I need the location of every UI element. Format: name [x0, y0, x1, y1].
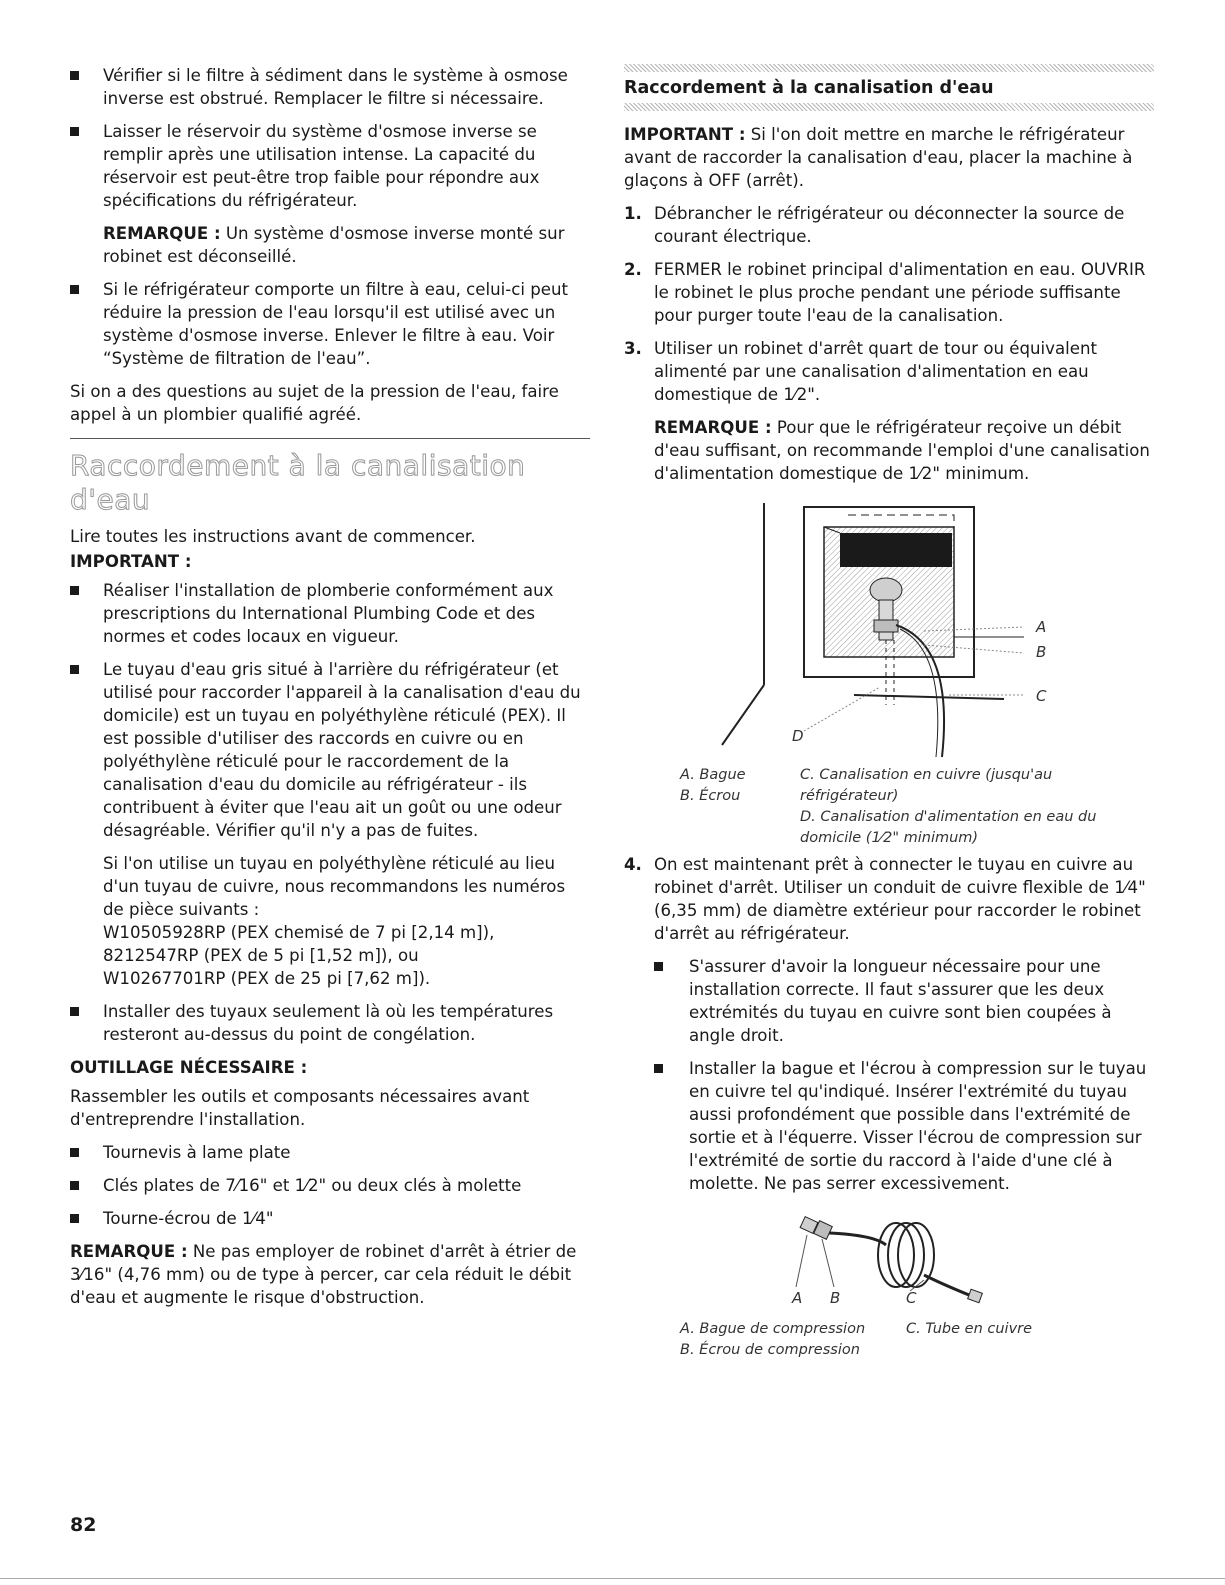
shutoff-valve-illustration [624, 495, 1154, 765]
page-number: 82 [70, 1514, 97, 1536]
caption-d: D. Canalisation d'alimentation en eau du domicile (1⁄2" minimum) [800, 809, 1097, 846]
caption-b: B. Écrou [680, 788, 741, 804]
note-saddle-valve [70, 1240, 590, 1309]
step-number: 1. [624, 204, 642, 223]
caption-a: A. Bague [680, 767, 746, 783]
important-note [624, 123, 1154, 192]
tool-item: Tourne-écrou de 1⁄4" [70, 1207, 590, 1230]
bullet-pex-tube: Le tuyau d'eau gris situé à l'arrière du réfrigérateur (et utilisé pour raccorder l'appareil à la canalisation d'eau du domicile) est un tuyau en polyéthylène réticulé (PEX). Il est possible d'utiliser des raccords en cuivre ou en polyéthylène réticulé pour le raccordement de la canalisation d'eau du domicile au réfrigérateur - ils contribuent à éviter que l'eau ait un goût ou une odeur désagréable. Vérifier qu'il n'y a pas de fuites. [70, 658, 590, 842]
bullet-sediment-filter: Vérifier si le filtre à sédiment dans le système à osmose inverse est obstrué. Remplacer le filtre si nécessaire. [70, 64, 590, 110]
note-label: REMARQUE : [654, 418, 772, 437]
step-number: 3. [624, 339, 642, 358]
caption-b: B. Écrou de compression [680, 1342, 860, 1358]
caption-c: C. Tube en cuivre [906, 1321, 1033, 1337]
bullet-water-filter: Si le réfrigérateur comporte un filtre à eau, celui-ci peut réduire la pression de l'eau lorsqu'il est utilisé avec un système d'osmose inverse. Enlever le filtre à eau. Voir “Système de filtration de l'eau”. [70, 278, 590, 370]
tool-item: Tournevis à lame plate [70, 1141, 590, 1164]
shutoff-valve-caption [624, 765, 1154, 853]
step-text: FERMER le robinet principal d'alimentation en eau. OUVRIR le robinet le plus proche pendant une période suffisante pour purger toute l'eau de la canalisation. [654, 260, 1146, 325]
compression-fitting-caption [624, 1319, 1154, 1365]
label-d: D [792, 727, 804, 745]
note-label: REMARQUE : [70, 1242, 188, 1261]
label-c: C [906, 1289, 917, 1305]
step-text: Débrancher le réfrigérateur ou déconnecter la source de courant électrique. [654, 204, 1125, 246]
label-b: B [830, 1289, 841, 1305]
bullet-plumbing-code: Réaliser l'installation de plomberie conformément aux prescriptions du International Plumbing Code et des normes et codes locaux en vigueur. [70, 579, 590, 648]
section-divider [70, 438, 590, 439]
note-text: Un système d'osmose inverse monté sur robinet est déconseillé. [103, 224, 565, 266]
step-text: On est maintenant prêt à connecter le tuyau en cuivre au robinet d'arrêt. Utiliser un conduit de cuivre flexible de 1⁄4" (6,35 mm) de diamètre extérieur pour raccorder le robinet d'arrêt au réfrigérateur. [654, 855, 1146, 943]
pressure-paragraph: Si on a des questions au sujet de la pression de l'eau, faire appel à un plombier qualifié agréé. [70, 382, 559, 424]
hatch-bar-bottom [624, 103, 1154, 111]
left-column [70, 64, 590, 1319]
page-bottom-rule [0, 1578, 1225, 1579]
section-title: Raccordement à la canalisation d'eau [624, 78, 994, 98]
pex-intro: Si l'on utilise un tuyau en polyéthylène réticulé au lieu d'un tuyau de cuivre, nous recommandons les numéros de pièce suivants : [103, 854, 566, 919]
note-faucet-ro [70, 222, 590, 268]
pex-part: 8212547RP (PEX de 5 pi [1,52 m]), ou [103, 946, 419, 965]
important-text: Si l'on doit mettre en marche le réfrigérateur avant de raccorder la canalisation d'eau, placer la machine à glaçons à OFF (arrêt). [624, 125, 1133, 190]
tools-intro: Rassembler les outils et composants nécessaires avant d'entreprendre l'installation. [70, 1087, 530, 1129]
label-a: A [1036, 618, 1047, 636]
label-c: C [1036, 687, 1047, 705]
step-4 [624, 853, 1154, 945]
step4-bullet-length: S'assurer d'avoir la longueur nécessaire pour une installation correcte. Il faut s'assurer que les deux extrémités du tuyau en cuivre sont bien coupées à angle droit. [624, 955, 1154, 1047]
step-2 [624, 258, 1154, 327]
tools-heading: OUTILLAGE NÉCESSAIRE : [70, 1058, 308, 1077]
step-text: Utiliser un robinet d'arrêt quart de tour ou équivalent alimenté par une canalisation d'alimentation en eau domestique de 1⁄2". [654, 339, 1097, 404]
tool-item: Clés plates de 7⁄16" et 1⁄2" ou deux clés à molette [70, 1174, 590, 1197]
caption-c: C. Canalisation en cuivre (jusqu'au réfrigérateur) [800, 767, 1053, 804]
step-number: 2. [624, 260, 642, 279]
note-label: REMARQUE : [103, 224, 221, 243]
note-text: Pour que le réfrigérateur reçoive un débit d'eau suffisant, on recommande l'emploi d'une canalisation d'alimentation domestique de 1⁄2" minimum. [654, 418, 1150, 483]
important-heading: IMPORTANT : [70, 552, 192, 571]
caption-a: A. Bague de compression [680, 1321, 866, 1337]
step-number: 4. [624, 855, 642, 874]
label-a: A [792, 1289, 803, 1305]
pex-parts-block [70, 852, 590, 990]
note-text: Ne pas employer de robinet d'arrêt à étrier de 3⁄16" (4,76 mm) ou de type à percer, car cela réduit le débit d'eau et augmente le risque d'obstruction. [70, 1242, 577, 1307]
hatch-bar-top [624, 64, 1154, 72]
pex-part: W10505928RP (PEX chemisé de 7 pi [2,14 m]), [103, 923, 495, 942]
important-label: IMPORTANT : [624, 125, 746, 144]
read-all-instructions: Lire toutes les instructions avant de commencer. [70, 527, 476, 546]
shutoff-valve-figure [624, 495, 1154, 765]
pex-part: W10267701RP (PEX de 25 pi [7,62 m]). [103, 969, 431, 988]
note-flow [624, 416, 1154, 485]
step-3 [624, 337, 1154, 406]
compression-fitting-figure [624, 1205, 1154, 1305]
compression-fitting-illustration [624, 1205, 1154, 1305]
step4-bullet-install: Installer la bague et l'écrou à compression sur le tuyau en cuivre tel qu'indiqué. Insérer l'extrémité du tuyau aussi profondément que possible dans l'extrémité de sortie et à l'équerre. Visser l'écrou de compression sur l'extrémité de sortie du raccord à l'aide d'une clé à molette. Ne pas serrer excessivement. [624, 1057, 1154, 1195]
bullet-reservoir: Laisser le réservoir du système d'osmose inverse se remplir après une utilisation intense. La capacité du réservoir est peut-être trop faible pour répondre aux spécifications du réfrigérateur. [70, 120, 590, 212]
label-b: B [1036, 643, 1047, 661]
bullet-freezing: Installer des tuyaux seulement là où les températures resteront au-dessus du point de congélation. [70, 1000, 590, 1046]
right-column [624, 64, 1154, 1365]
step-1 [624, 202, 1154, 248]
section-heading: Raccordement à la canalisation d'eau [70, 449, 526, 516]
